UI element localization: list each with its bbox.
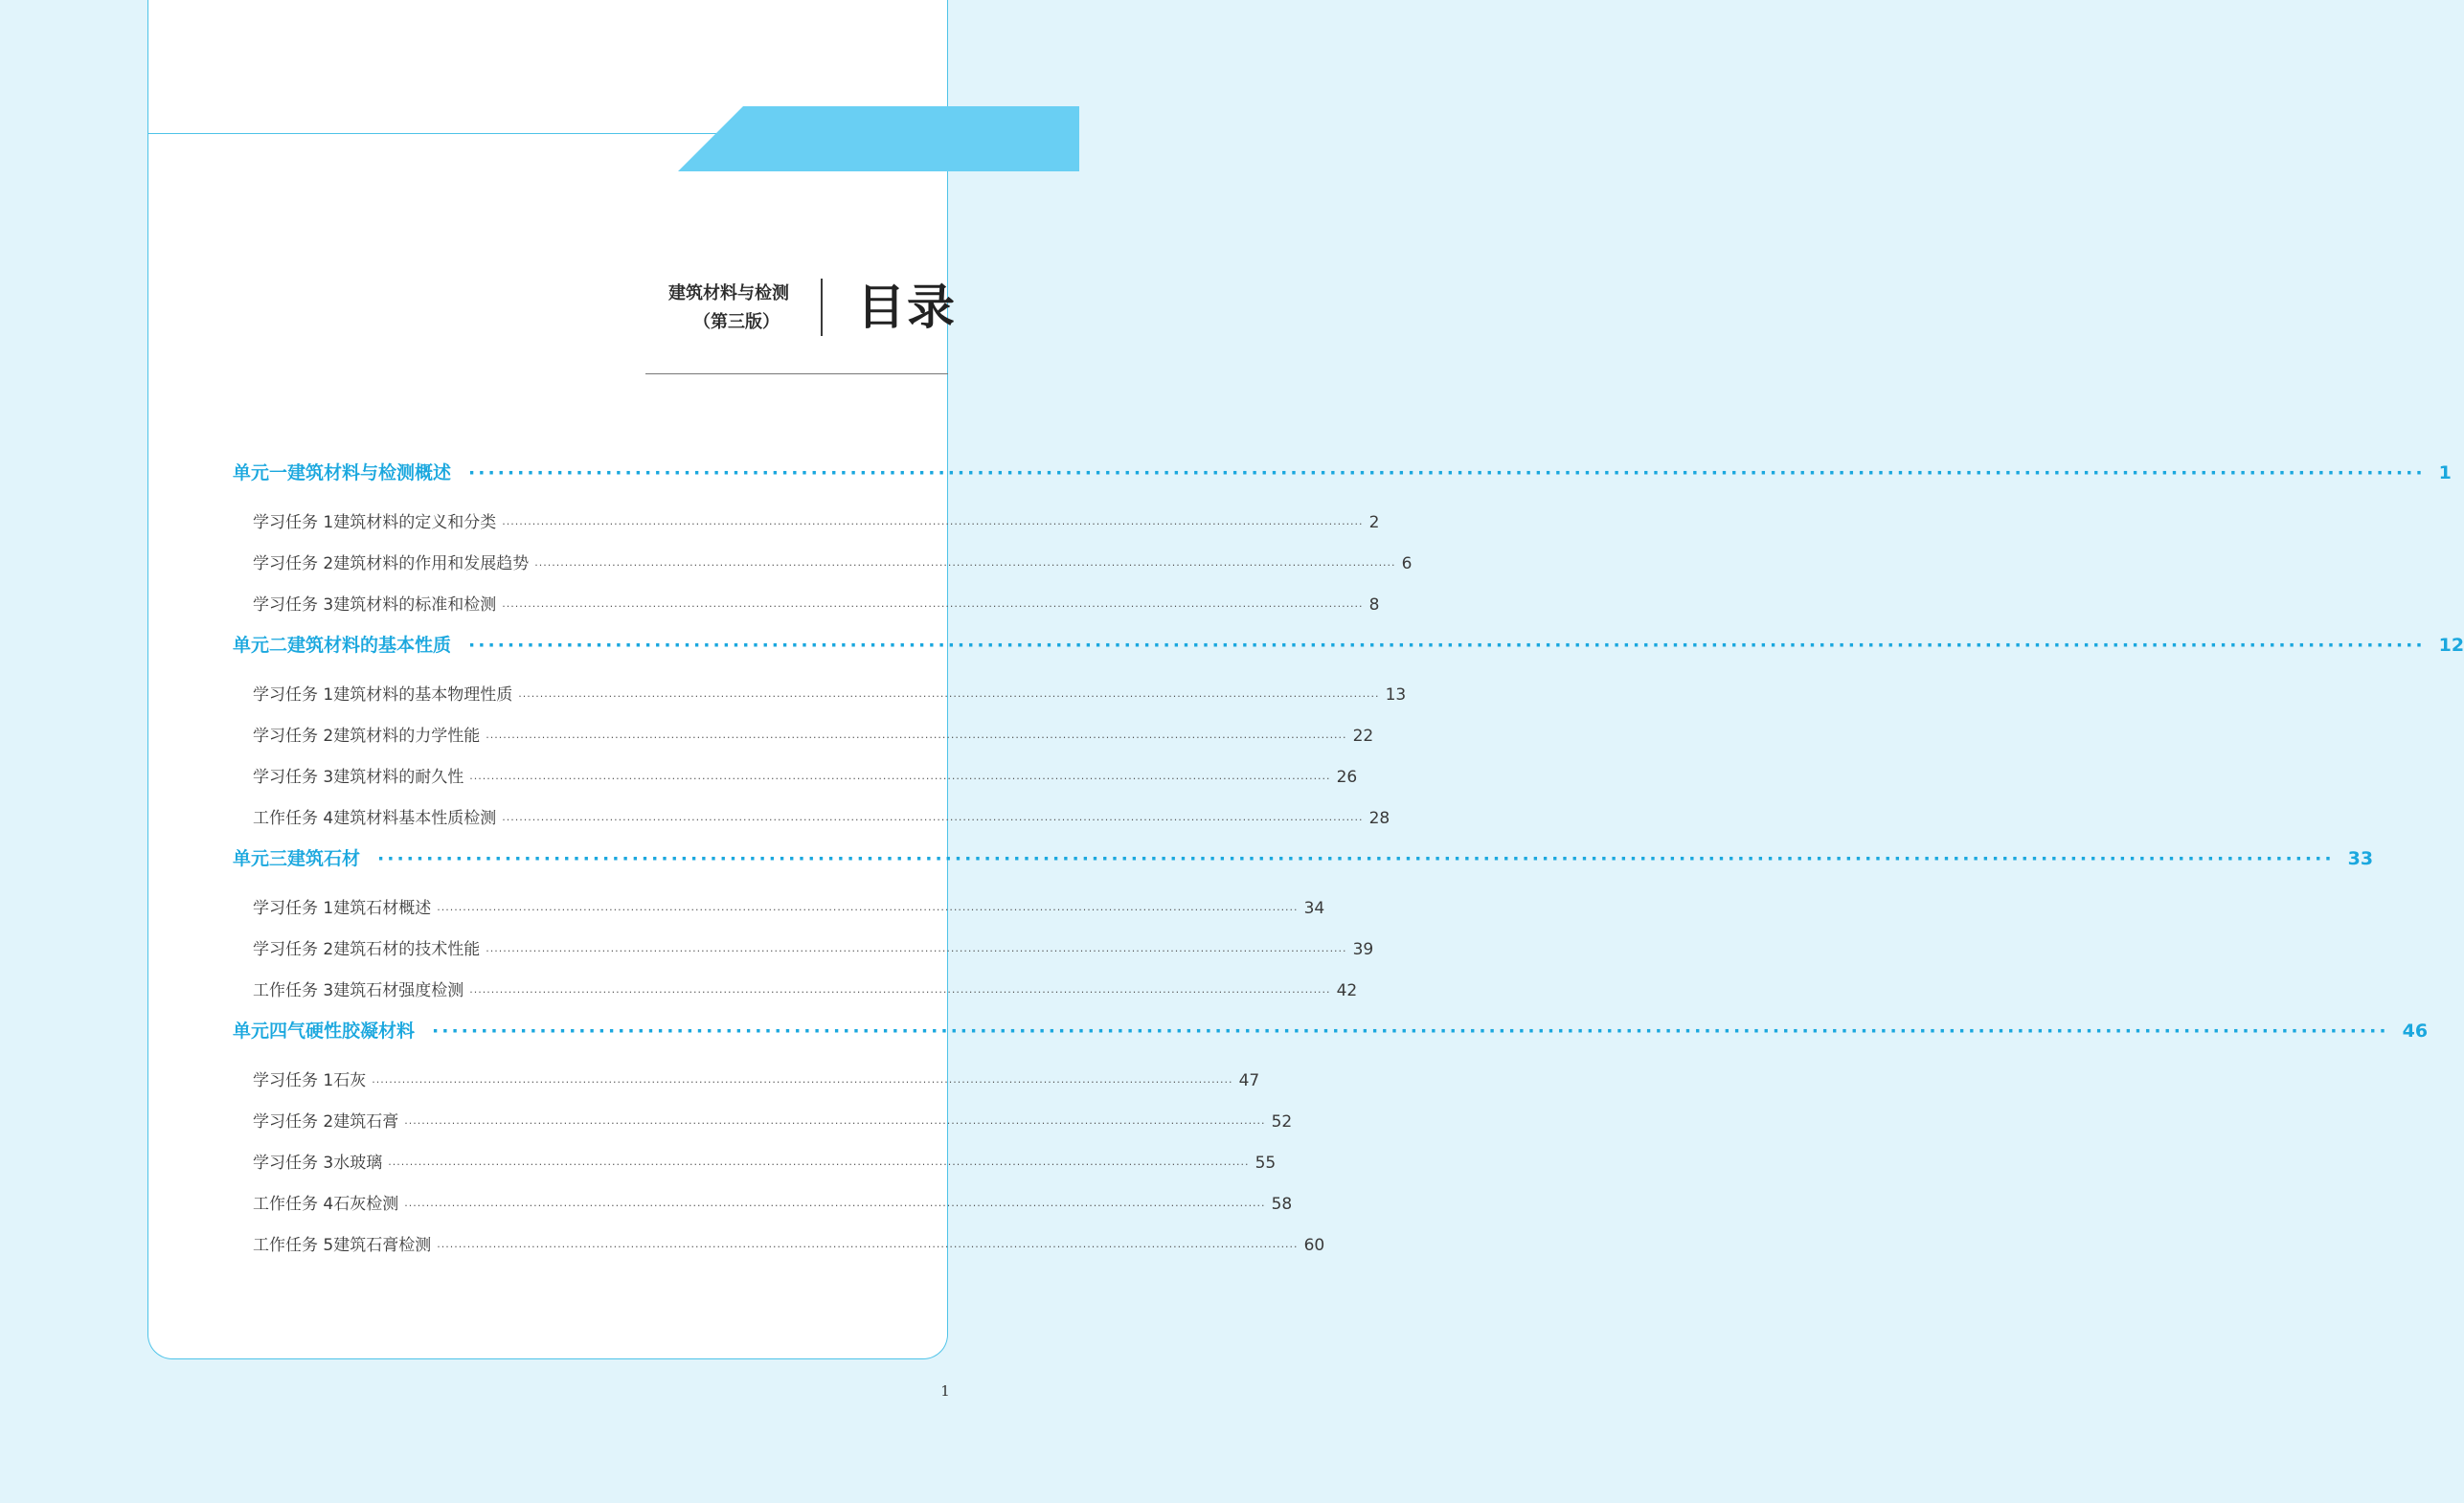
toc-task-entry[interactable] [233, 971, 1358, 1012]
dot-leader: ········································································································································································································ [486, 945, 1347, 957]
entry-number: 单元四 [233, 1021, 288, 1042]
entry-page: 1 [2438, 462, 2452, 483]
entry-page: 8 [1368, 595, 1380, 615]
entry-page: 47 [1238, 1071, 1260, 1090]
toc-unit-entry[interactable] [233, 840, 2374, 888]
entry-number: 单元一 [233, 462, 288, 483]
entry-title: 建筑石膏检测 [333, 1236, 432, 1255]
entry-page: 2 [1368, 513, 1380, 532]
entry-title: 石灰检测 [333, 1195, 399, 1214]
entry-title: 建筑石材 [287, 848, 361, 869]
dot-leader: ········································································································································································································ [437, 904, 1299, 916]
entry-title: 建筑材料基本性质检测 [333, 809, 497, 828]
entry-title: 建筑材料的作用和发展趋势 [333, 554, 530, 573]
toc-task-entry[interactable] [233, 1061, 1260, 1102]
decorative-band [678, 106, 1079, 171]
dot-leader: ········································································································································································································ [534, 559, 1396, 572]
toc-task-entry[interactable] [233, 716, 1374, 757]
entry-title: 建筑材料的耐久性 [333, 768, 464, 787]
entry-page: 33 [2347, 848, 2374, 869]
entry-number: 学习任务 3 [253, 1154, 334, 1173]
entry-number: 工作任务 4 [253, 809, 334, 828]
entry-title: 建筑石材的技术性能 [333, 940, 481, 959]
toc-unit-entry[interactable] [233, 626, 2464, 675]
dot-leader: ········································································································································································································ [502, 600, 1364, 613]
entry-number: 单元二 [233, 635, 288, 656]
toc-task-entry[interactable] [233, 888, 1325, 930]
dot-leader: ········································································································································································································ [404, 1200, 1266, 1212]
entry-number: 工作任务 3 [253, 981, 334, 1000]
entry-page: 12 [2438, 635, 2464, 656]
entry-page: 52 [1271, 1112, 1293, 1132]
entry-number: 学习任务 1 [253, 1071, 334, 1090]
entry-page: 46 [2402, 1021, 2429, 1042]
toc-task-entry[interactable] [233, 675, 1407, 716]
entry-page: 13 [1385, 685, 1407, 705]
entry-title: 建筑材料与检测概述 [287, 462, 452, 483]
entry-page: 28 [1368, 809, 1390, 828]
entry-title: 建筑石材强度检测 [333, 981, 464, 1000]
entry-page: 39 [1352, 940, 1374, 959]
book-title: 建筑材料与检测 [668, 283, 789, 303]
dot-leader: ········································································································································································································ [377, 848, 2335, 869]
heading-rule [645, 373, 948, 374]
entry-title: 建筑材料的标准和检测 [333, 595, 497, 615]
toc-task-entry[interactable] [233, 1143, 1277, 1184]
dot-leader: ········································································································································································································ [502, 518, 1364, 530]
entry-number: 学习任务 1 [253, 513, 334, 532]
entry-number: 学习任务 1 [253, 899, 334, 918]
dot-leader: ········································································································································································································ [469, 773, 1331, 785]
toc-task-entry[interactable] [233, 544, 1413, 585]
entry-title: 建筑石材概述 [333, 899, 432, 918]
entry-title: 建筑材料的基本性质 [287, 635, 452, 656]
dot-leader: ········································································································································································································ [372, 1076, 1233, 1088]
book-title-block [632, 280, 789, 337]
toc-task-entry[interactable] [233, 930, 1374, 971]
dot-leader: ········································································································································································································ [468, 635, 2426, 656]
table-of-contents [233, 454, 2464, 1267]
entry-page: 22 [1352, 727, 1374, 746]
entry-number: 学习任务 2 [253, 727, 334, 746]
book-edition: （第三版） [693, 312, 780, 332]
entry-page: 26 [1336, 768, 1358, 787]
toc-task-entry[interactable] [233, 1102, 1293, 1143]
toc-unit-entry[interactable] [233, 1012, 2429, 1061]
dot-leader: ········································································································································································································ [404, 1117, 1266, 1130]
page-number: 1 [940, 1382, 950, 1400]
entry-page: 34 [1303, 899, 1325, 918]
entry-title: 建筑石膏 [333, 1112, 399, 1132]
title-divider [821, 279, 823, 336]
dot-leader: ········································································································································································································ [502, 814, 1364, 826]
toc-unit-entry[interactable] [233, 454, 2452, 503]
dot-leader: ········································································································································································································ [486, 731, 1347, 744]
entry-title: 气硬性胶凝材料 [287, 1021, 416, 1042]
toc-task-entry[interactable] [233, 503, 1380, 544]
entry-page: 55 [1255, 1154, 1277, 1173]
dot-leader: ········································································································································································································ [468, 462, 2426, 483]
entry-number: 学习任务 3 [253, 595, 334, 615]
entry-title: 建筑材料的力学性能 [333, 727, 481, 746]
toc-task-entry[interactable] [233, 585, 1380, 626]
toc-task-entry[interactable] [233, 757, 1358, 798]
header-rule [147, 133, 722, 134]
entry-number: 学习任务 1 [253, 685, 334, 705]
entry-page: 58 [1271, 1195, 1293, 1214]
dot-leader: ········································································································································································································ [432, 1021, 2389, 1042]
dot-leader: ········································································································································································································ [388, 1158, 1250, 1171]
toc-heading: 目录 [857, 280, 957, 335]
entry-number: 学习任务 3 [253, 768, 334, 787]
entry-number: 学习任务 2 [253, 554, 334, 573]
entry-number: 工作任务 5 [253, 1236, 334, 1255]
toc-task-entry[interactable] [233, 1184, 1293, 1225]
entry-page: 60 [1303, 1236, 1325, 1255]
dot-leader: ········································································································································································································ [437, 1241, 1299, 1253]
entry-title: 建筑材料的定义和分类 [333, 513, 497, 532]
toc-task-entry[interactable] [233, 798, 1390, 840]
entry-number: 工作任务 4 [253, 1195, 334, 1214]
toc-task-entry[interactable] [233, 1225, 1325, 1267]
dot-leader: ········································································································································································································ [518, 690, 1380, 703]
entry-number: 单元三 [233, 848, 288, 869]
entry-page: 6 [1401, 554, 1413, 573]
entry-title: 石灰 [333, 1071, 367, 1090]
entry-number: 学习任务 2 [253, 1112, 334, 1132]
entry-number: 学习任务 2 [253, 940, 334, 959]
entry-page: 42 [1336, 981, 1358, 1000]
entry-title: 水玻璃 [333, 1154, 383, 1173]
entry-title: 建筑材料的基本物理性质 [333, 685, 513, 705]
dot-leader: ········································································································································································································ [469, 986, 1331, 998]
